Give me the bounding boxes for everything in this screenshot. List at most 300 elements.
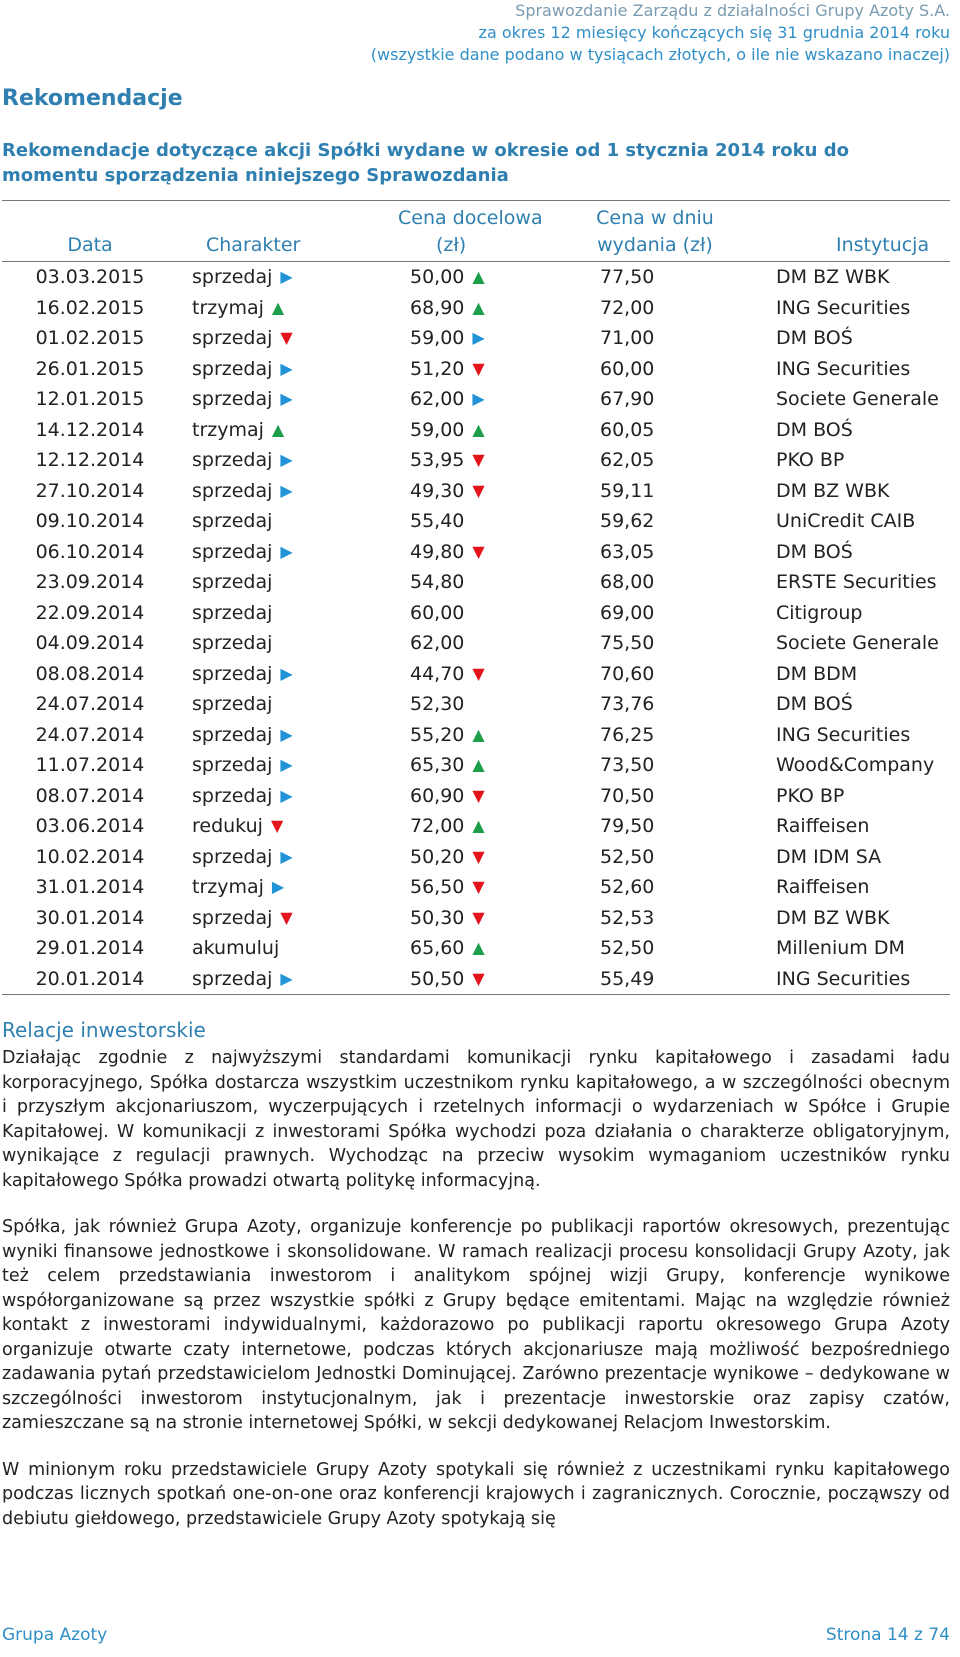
cell-date: [2, 354, 178, 385]
table-row: [2, 811, 950, 842]
cell-date: [2, 903, 178, 934]
cell-date: [2, 689, 178, 720]
cell-character-value: sprzedaj: [192, 693, 273, 716]
recommendations-table: [2, 200, 950, 995]
cell-character-value: trzymaj: [192, 418, 264, 441]
cell-date-value: 16.02.2015: [35, 296, 145, 319]
cell-institution-value: DM BOŚ: [776, 418, 853, 441]
triangle-down-icon: ▼: [280, 907, 293, 927]
cell-date: [2, 842, 178, 873]
cell-date-value: 27.10.2014: [35, 479, 145, 502]
triangle-up-icon: ▲: [472, 297, 485, 317]
cell-target-price-value: 50,20: [410, 845, 465, 868]
cell-target-price: [388, 720, 580, 751]
paragraph-1: Działając zgodnie z najwyższymi standardami komunikacji rynku kapitałowego i zasadami ładu korporacyjnego, Spółka dostarcza wszystkim uczestnikom rynku kapitałowego, a w szczególności obecnym i przyszłym akcjonariuszom, wyczerpujących i rzetelnych informacji o wydarzeniach w Spółce i Grupie Kapitałowej. W komunikacji z inwestorami Spółka wychodzi poza działania o charakterze obligatoryjnym, wynikające z regulacji prawnych. Wychodząc na przeciw wysokim wymaganiom uczestników rynku kapitałowego Spółka prowadzi otwartą politykę informacyjną.: [2, 1048, 950, 1191]
cell-issue-price-value: 52,50: [600, 845, 655, 868]
cell-character-value: sprzedaj: [192, 632, 273, 655]
triangle-right-icon: ▶: [280, 541, 293, 561]
cell-institution-value: Societe Generale: [776, 632, 939, 655]
cell-date: [2, 964, 178, 995]
triangle-down-icon: ▼: [270, 816, 284, 836]
cell-institution: [730, 689, 950, 720]
col-header-character: [178, 201, 388, 262]
cell-institution-value: ING Securities: [776, 296, 911, 319]
cell-target-price-value: 52,30: [410, 693, 465, 716]
cell-character-value: sprzedaj: [192, 754, 273, 777]
cell-issue-price: [580, 964, 730, 995]
page-header: [371, 0, 950, 66]
cell-institution-value: DM IDM SA: [776, 845, 882, 868]
cell-date: [2, 323, 178, 354]
triangle-down-icon: ▼: [472, 450, 485, 470]
triangle-up-icon: ▲: [271, 297, 285, 317]
cell-target-price: [388, 567, 580, 598]
cell-date: [2, 750, 178, 781]
cell-institution: [730, 445, 950, 476]
cell-issue-price: [580, 293, 730, 324]
cell-character: [178, 903, 388, 934]
triangle-up-icon: ▲: [472, 938, 485, 958]
cell-character: [178, 842, 388, 873]
cell-target-price-value: 62,00: [410, 388, 465, 411]
table-row: [2, 537, 950, 568]
cell-institution: [730, 872, 950, 903]
cell-character: [178, 415, 388, 446]
cell-character-value: sprzedaj: [192, 449, 273, 472]
cell-character-value: sprzedaj: [192, 571, 273, 594]
footer-company: Grupa Azoty: [2, 1625, 108, 1645]
cell-institution-value: DM BDM: [776, 662, 858, 685]
cell-institution-value: DM BZ WBK: [776, 906, 890, 929]
cell-institution: [730, 293, 950, 324]
cell-institution-value: DM BOŚ: [776, 327, 853, 350]
cell-issue-price-value: 63,05: [600, 540, 655, 563]
cell-target-price-value: 55,40: [410, 510, 465, 533]
cell-target-price-value: 65,60: [410, 937, 465, 960]
header-period: za okres 12 miesięcy kończących się 31 grudnia 2014 roku: [478, 23, 950, 42]
cell-character-value: sprzedaj: [192, 357, 273, 380]
cell-institution-value: DM BZ WBK: [776, 266, 890, 289]
cell-institution: [730, 506, 950, 537]
cell-target-price-value: 44,70: [410, 662, 465, 685]
cell-target-price-value: 59,00: [410, 327, 465, 350]
cell-date-value: 03.03.2015: [35, 266, 145, 289]
cell-issue-price-value: 52,53: [600, 906, 655, 929]
table-row: [2, 842, 950, 873]
cell-character: [178, 689, 388, 720]
cell-issue-price-value: 76,25: [600, 723, 655, 746]
cell-character: [178, 964, 388, 995]
cell-character: [178, 354, 388, 385]
table-row: [2, 903, 950, 934]
cell-character-value: sprzedaj: [192, 845, 273, 868]
cell-character-value: sprzedaj: [192, 662, 273, 685]
table-row: [2, 872, 950, 903]
cell-date: [2, 720, 178, 751]
triangle-up-icon: ▲: [472, 419, 485, 439]
cell-character-value: sprzedaj: [192, 479, 273, 502]
cell-date: [2, 811, 178, 842]
cell-issue-price: [580, 537, 730, 568]
cell-character-value: sprzedaj: [192, 906, 273, 929]
cell-date-value: 06.10.2014: [35, 540, 145, 563]
cell-date: [2, 476, 178, 507]
cell-issue-price: [580, 567, 730, 598]
cell-target-price-value: 60,90: [410, 784, 465, 807]
table-row: [2, 384, 950, 415]
cell-institution-value: Societe Generale: [776, 388, 939, 411]
cell-issue-price-value: 67,90: [600, 388, 655, 411]
col-header-target: [388, 201, 580, 262]
triangle-down-icon: ▼: [472, 663, 485, 683]
investor-relations-section: [2, 1018, 950, 1553]
cell-character-value: sprzedaj: [192, 388, 273, 411]
cell-character: [178, 323, 388, 354]
table-row: [2, 293, 950, 324]
cell-institution-value: Raiffeisen: [776, 815, 870, 838]
table-row: [2, 354, 950, 385]
cell-character: [178, 933, 388, 964]
cell-target-price-value: 50,30: [410, 906, 465, 929]
triangle-right-icon: ▶: [472, 328, 485, 348]
triangle-right-icon: ▶: [472, 389, 485, 409]
cell-institution: [730, 781, 950, 812]
cell-character-value: sprzedaj: [192, 723, 273, 746]
cell-date-value: 24.07.2014: [35, 723, 145, 746]
col-header-target-line1: Cena docelowa: [398, 207, 543, 229]
table-header-row: [2, 201, 950, 262]
cell-issue-price: [580, 659, 730, 690]
cell-target-price-value: 72,00: [410, 815, 465, 838]
cell-date-value: 12.01.2015: [35, 388, 145, 411]
cell-character: [178, 506, 388, 537]
table-row: [2, 659, 950, 690]
cell-character: [178, 872, 388, 903]
cell-date-value: 29.01.2014: [35, 937, 145, 960]
table-row: [2, 933, 950, 964]
cell-date: [2, 262, 178, 293]
cell-issue-price: [580, 781, 730, 812]
investor-relations-title: Relacje inwestorskie: [2, 1018, 206, 1042]
cell-character-value: redukuj: [192, 815, 263, 838]
cell-issue-price-value: 60,00: [600, 357, 655, 380]
cell-institution-value: UniCredit CAIB: [776, 510, 916, 533]
table-row: [2, 567, 950, 598]
cell-target-price: [388, 811, 580, 842]
cell-target-price: [388, 659, 580, 690]
cell-issue-price-value: 52,60: [600, 876, 655, 899]
cell-issue-price-value: 71,00: [600, 327, 655, 350]
cell-date: [2, 628, 178, 659]
cell-character: [178, 720, 388, 751]
cell-institution-value: Millenium DM: [776, 937, 905, 960]
cell-date: [2, 445, 178, 476]
cell-date-value: 03.06.2014: [35, 815, 145, 838]
cell-issue-price-value: 55,49: [600, 967, 655, 990]
table-row: [2, 964, 950, 995]
triangle-down-icon: ▼: [472, 907, 485, 927]
triangle-right-icon: ▶: [280, 785, 293, 805]
cell-issue-price: [580, 689, 730, 720]
table-row: [2, 781, 950, 812]
cell-issue-price: [580, 506, 730, 537]
cell-institution-value: ING Securities: [776, 357, 911, 380]
triangle-right-icon: ▶: [280, 267, 293, 287]
triangle-right-icon: ▶: [280, 663, 293, 683]
cell-issue-price-value: 52,50: [600, 937, 655, 960]
table-row: [2, 720, 950, 751]
cell-institution-value: Raiffeisen: [776, 876, 870, 899]
cell-target-price: [388, 384, 580, 415]
cell-institution: [730, 659, 950, 690]
cell-issue-price-value: 70,60: [600, 662, 655, 685]
cell-character: [178, 293, 388, 324]
cell-target-price: [388, 323, 580, 354]
cell-target-price: [388, 933, 580, 964]
col-header-institution: Instytucja: [836, 234, 930, 256]
cell-institution: [730, 811, 950, 842]
cell-date: [2, 781, 178, 812]
cell-date-value: 04.09.2014: [35, 632, 145, 655]
triangle-down-icon: ▼: [472, 846, 485, 866]
triangle-down-icon: ▼: [472, 541, 485, 561]
cell-institution: [730, 964, 950, 995]
cell-date-value: 14.12.2014: [35, 418, 145, 441]
cell-institution-value: ING Securities: [776, 723, 911, 746]
cell-issue-price-value: 60,05: [600, 418, 655, 441]
triangle-right-icon: ▶: [271, 877, 285, 897]
table-row: [2, 598, 950, 629]
cell-issue-price-value: 68,00: [600, 571, 655, 594]
cell-issue-price: [580, 720, 730, 751]
cell-institution: [730, 384, 950, 415]
cell-target-price: [388, 903, 580, 934]
cell-date: [2, 384, 178, 415]
cell-institution-value: DM BZ WBK: [776, 479, 890, 502]
cell-target-price: [388, 506, 580, 537]
cell-character: [178, 567, 388, 598]
cell-institution: [730, 415, 950, 446]
table-row: [2, 445, 950, 476]
cell-character: [178, 781, 388, 812]
triangle-up-icon: ▲: [472, 267, 485, 287]
cell-date: [2, 567, 178, 598]
cell-institution: [730, 567, 950, 598]
header-units-note: (wszystkie dane podano w tysiącach złotych, o ile nie wskazano inaczej): [370, 45, 950, 64]
cell-date-value: 11.07.2014: [35, 754, 145, 777]
cell-issue-price: [580, 842, 730, 873]
cell-institution-value: Citigroup: [776, 601, 863, 624]
triangle-down-icon: ▼: [472, 785, 485, 805]
cell-character-value: trzymaj: [192, 876, 264, 899]
triangle-right-icon: ▶: [280, 450, 293, 470]
table-row: [2, 476, 950, 507]
cell-issue-price: [580, 598, 730, 629]
cell-target-price-value: 55,20: [410, 723, 465, 746]
cell-character-value: trzymaj: [192, 296, 264, 319]
cell-character: [178, 384, 388, 415]
cell-target-price-value: 59,00: [410, 418, 465, 441]
col-header-target-line2: (zł): [436, 234, 467, 256]
cell-target-price: [388, 598, 580, 629]
recommendations-table-wrap: [2, 200, 950, 995]
cell-character: [178, 445, 388, 476]
triangle-up-icon: ▲: [271, 419, 285, 439]
cell-character-value: sprzedaj: [192, 784, 273, 807]
cell-target-price: [388, 781, 580, 812]
cell-character: [178, 659, 388, 690]
cell-institution-value: DM BOŚ: [776, 540, 853, 563]
col-header-character-label: Charakter: [206, 234, 301, 256]
cell-target-price-value: 50,00: [410, 266, 465, 289]
cell-target-price-value: 50,50: [410, 967, 465, 990]
cell-issue-price: [580, 903, 730, 934]
triangle-down-icon: ▼: [280, 328, 293, 348]
cell-institution: [730, 598, 950, 629]
triangle-up-icon: ▲: [472, 755, 485, 775]
table-row: [2, 689, 950, 720]
cell-character: [178, 537, 388, 568]
cell-issue-price-value: 73,50: [600, 754, 655, 777]
table-row: [2, 628, 950, 659]
cell-target-price-value: 60,00: [410, 601, 465, 624]
col-header-date: Data: [67, 234, 113, 256]
cell-target-price-value: 53,95: [410, 449, 465, 472]
cell-institution-value: ING Securities: [776, 967, 911, 990]
cell-character: [178, 476, 388, 507]
cell-date-value: 10.02.2014: [35, 845, 145, 868]
cell-date-value: 30.01.2014: [35, 906, 145, 929]
cell-date-value: 09.10.2014: [35, 510, 145, 533]
cell-character-value: sprzedaj: [192, 967, 273, 990]
triangle-right-icon: ▶: [280, 724, 293, 744]
triangle-down-icon: ▼: [472, 877, 485, 897]
cell-institution: [730, 354, 950, 385]
cell-institution: [730, 262, 950, 293]
triangle-up-icon: ▲: [472, 724, 485, 744]
cell-institution-value: DM BOŚ: [776, 693, 853, 716]
triangle-right-icon: ▶: [280, 358, 293, 378]
cell-target-price: [388, 293, 580, 324]
cell-target-price-value: 51,20: [410, 357, 465, 380]
cell-institution: [730, 628, 950, 659]
cell-issue-price: [580, 811, 730, 842]
cell-issue-price-value: 77,50: [600, 266, 655, 289]
triangle-down-icon: ▼: [472, 358, 485, 378]
cell-target-price: [388, 415, 580, 446]
cell-institution: [730, 842, 950, 873]
cell-issue-price-value: 59,62: [600, 510, 655, 533]
cell-date-value: 26.01.2015: [35, 357, 145, 380]
cell-issue-price: [580, 628, 730, 659]
cell-date-value: 08.07.2014: [35, 784, 145, 807]
cell-issue-price-value: 62,05: [600, 449, 655, 472]
cell-target-price-value: 56,50: [410, 876, 465, 899]
triangle-down-icon: ▼: [472, 968, 485, 988]
cell-target-price-value: 68,90: [410, 296, 465, 319]
cell-date: [2, 598, 178, 629]
col-header-price-line1: Cena w dniu: [596, 207, 714, 229]
cell-institution: [730, 476, 950, 507]
cell-date: [2, 933, 178, 964]
table-row: [2, 506, 950, 537]
triangle-up-icon: ▲: [472, 816, 485, 836]
cell-date-value: 08.08.2014: [35, 662, 145, 685]
cell-target-price: [388, 445, 580, 476]
table-row: [2, 262, 950, 293]
cell-character-value: sprzedaj: [192, 327, 273, 350]
paragraph-3: W minionym roku przedstawiciele Grupy Azoty spotykali się również z uczestnikami rynku kapitałowego podczas licznych spotkań one-on-one oraz konferencji krajowych i zagranicznych. Corocznie, począwszy od debiutu giełdowego, przedstawiciele Grupy Azoty spotykają się: [2, 1459, 950, 1529]
cell-character: [178, 811, 388, 842]
cell-issue-price: [580, 354, 730, 385]
cell-target-price-value: 54,80: [410, 571, 465, 594]
cell-date: [2, 659, 178, 690]
cell-target-price: [388, 750, 580, 781]
col-header-price: [580, 201, 730, 262]
cell-issue-price: [580, 415, 730, 446]
cell-issue-price-value: 69,00: [600, 601, 655, 624]
footer-page-number: Strona 14 z 74: [825, 1625, 950, 1645]
cell-issue-price-value: 79,50: [600, 815, 655, 838]
cell-target-price-value: 49,30: [410, 479, 465, 502]
table-body: [2, 262, 950, 995]
cell-issue-price: [580, 750, 730, 781]
col-header-price-line2: wydania (zł): [597, 234, 713, 256]
cell-date-value: 23.09.2014: [35, 571, 145, 594]
cell-target-price: [388, 262, 580, 293]
cell-date-value: 31.01.2014: [35, 876, 145, 899]
cell-target-price-value: 65,30: [410, 754, 465, 777]
cell-institution-value: Wood&Company: [776, 754, 935, 777]
cell-date-value: 22.09.2014: [35, 601, 145, 624]
cell-character-value: sprzedaj: [192, 540, 273, 563]
cell-issue-price: [580, 445, 730, 476]
cell-date-value: 24.07.2014: [35, 693, 145, 716]
triangle-right-icon: ▶: [280, 846, 293, 866]
cell-date: [2, 293, 178, 324]
section-title: Rekomendacje: [2, 86, 183, 111]
cell-date-value: 12.12.2014: [35, 449, 145, 472]
cell-date: [2, 506, 178, 537]
header-report-title: Sprawozdanie Zarządu z działalności Grupy Azoty S.A.: [515, 1, 950, 20]
cell-institution: [730, 537, 950, 568]
triangle-right-icon: ▶: [280, 755, 293, 775]
cell-date: [2, 415, 178, 446]
cell-issue-price-value: 75,50: [600, 632, 655, 655]
cell-character: [178, 750, 388, 781]
cell-institution-value: ERSTE Securities: [776, 571, 937, 594]
cell-date-value: 01.02.2015: [35, 327, 145, 350]
paragraph-2: Spółka, jak również Grupa Azoty, organizuje konferencje po publikacji raportów okresowych, prezentując wyniki finansowe jednostkowe i skonsolidowane. W ramach realizacji procesu konsolidacji Grupy Azoty, jak też celem przedstawiania inwestorom i analitykom spójnej wizji Grupy, konferencje wynikowe współorganizowane są przez wszystkie spółki z Grupy będące emitentami. Mając na względzie również kontakt z inwestorami indywidualnymi, każdorazowo po publikacji raportu okresowego Grupa Azoty organizuje otwarte czaty internetowe, podczas których akcjonariusze mają możliwość bezpośredniego zadawania pytań przedstawicielom Jednostki Dominującej. Zarówno prezentacje wynikowe – dedykowane w szczególności inwestorom instytucjonalnym, jak i prezentacje inwestorskie oraz zapisy czatów, zamieszczane są na stronie internetowej Spółki, w sekcji dedykowanej Relacjom Inwestorskim.: [2, 1217, 950, 1433]
table-row: [2, 415, 950, 446]
cell-institution-value: PKO BP: [776, 449, 845, 472]
table-row: [2, 750, 950, 781]
cell-issue-price: [580, 933, 730, 964]
cell-issue-price-value: 59,11: [600, 479, 655, 502]
cell-character: [178, 598, 388, 629]
cell-character-value: sprzedaj: [192, 510, 273, 533]
cell-issue-price: [580, 872, 730, 903]
cell-issue-price-value: 73,76: [600, 693, 655, 716]
cell-target-price: [388, 689, 580, 720]
cell-character: [178, 262, 388, 293]
cell-target-price: [388, 964, 580, 995]
cell-institution: [730, 750, 950, 781]
triangle-right-icon: ▶: [280, 389, 293, 409]
table-row: [2, 323, 950, 354]
cell-institution: [730, 933, 950, 964]
cell-issue-price: [580, 476, 730, 507]
